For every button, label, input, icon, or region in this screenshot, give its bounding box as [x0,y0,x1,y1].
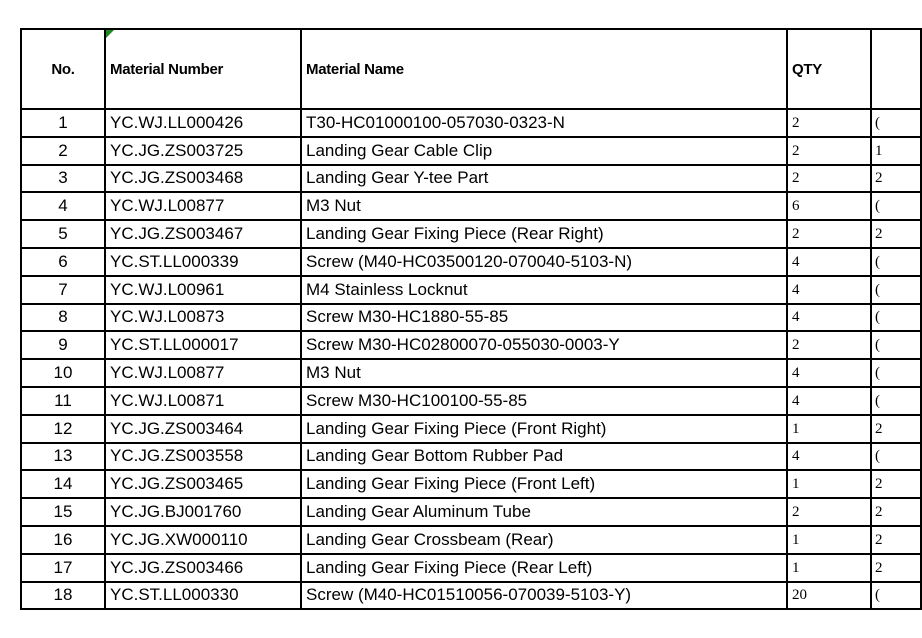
table-row [21,276,921,304]
cell-material-number[interactable]: YC.ST.LL000339 [105,248,301,276]
cell-material-name[interactable]: Landing Gear Y-tee Part [301,165,787,193]
cell-next-column[interactable]: ( [871,192,921,220]
cell-no[interactable]: 15 [21,498,105,526]
table-row [21,415,921,443]
table-row [21,304,921,332]
cell-no[interactable]: 16 [21,526,105,554]
cell-material-name[interactable]: T30-HC01000100-057030-0323-N [301,109,787,137]
cell-material-number[interactable]: YC.JG.BJ001760 [105,498,301,526]
cell-no[interactable]: 2 [21,137,105,165]
cell-qty[interactable]: 2 [787,498,871,526]
cell-qty[interactable]: 20 [787,582,871,610]
cell-next-column[interactable]: 2 [871,470,921,498]
cell-qty[interactable]: 2 [787,220,871,248]
cell-no[interactable]: 10 [21,359,105,387]
cell-next-column[interactable]: ( [871,304,921,332]
table-row [21,554,921,582]
header-next-column[interactable] [871,29,921,109]
cell-qty[interactable]: 4 [787,276,871,304]
cell-material-name[interactable]: Landing Gear Fixing Piece (Front Right) [301,415,787,443]
cell-material-name[interactable]: Landing Gear Fixing Piece (Front Left) [301,470,787,498]
table-row [21,220,921,248]
table-row [21,248,921,276]
cell-material-name[interactable]: M3 Nut [301,359,787,387]
cell-material-number[interactable]: YC.JG.ZS003558 [105,443,301,471]
cell-material-number[interactable]: YC.JG.ZS003725 [105,137,301,165]
bill-of-materials-table [20,28,922,610]
cell-next-column[interactable]: ( [871,276,921,304]
cell-material-number[interactable]: YC.WJ.L00877 [105,359,301,387]
table-row [21,109,921,137]
cell-next-column[interactable]: ( [871,331,921,359]
cell-next-column[interactable]: 1 [871,137,921,165]
cell-next-column[interactable]: 2 [871,498,921,526]
cell-material-name[interactable]: Landing Gear Aluminum Tube [301,498,787,526]
cell-no[interactable]: 12 [21,415,105,443]
cell-material-name[interactable]: Screw (M40-HC01510056-070039-5103-Y) [301,582,787,610]
cell-material-name[interactable]: Screw (M40-HC03500120-070040-5103-N) [301,248,787,276]
cell-next-column[interactable]: ( [871,109,921,137]
cell-no[interactable]: 17 [21,554,105,582]
cell-material-name[interactable]: Screw M30-HC100100-55-85 [301,387,787,415]
header-qty[interactable]: QTY [787,29,871,109]
table-row [21,387,921,415]
cell-no[interactable]: 14 [21,470,105,498]
comment-indicator-icon[interactable] [106,30,114,38]
cell-no[interactable]: 18 [21,582,105,610]
cell-material-number[interactable]: YC.JG.ZS003465 [105,470,301,498]
table-row [21,526,921,554]
cell-material-name[interactable]: M4 Stainless Locknut [301,276,787,304]
table-row [21,165,921,193]
cell-qty[interactable]: 2 [787,109,871,137]
cell-next-column[interactable]: 2 [871,165,921,193]
cell-no[interactable]: 7 [21,276,105,304]
cell-material-number[interactable]: YC.JG.ZS003468 [105,165,301,193]
cell-material-name[interactable]: Landing Gear Crossbeam (Rear) [301,526,787,554]
cell-material-number[interactable]: YC.WJ.LL000426 [105,109,301,137]
cell-next-column[interactable]: 2 [871,220,921,248]
table-row [21,443,921,471]
cell-next-column[interactable]: ( [871,359,921,387]
cell-no[interactable]: 4 [21,192,105,220]
cell-qty[interactable]: 2 [787,137,871,165]
cell-material-number[interactable]: YC.JG.ZS003464 [105,415,301,443]
cell-qty[interactable]: 4 [787,304,871,332]
cell-qty[interactable]: 6 [787,192,871,220]
cell-next-column[interactable]: ( [871,248,921,276]
cell-material-name[interactable]: Landing Gear Fixing Piece (Rear Left) [301,554,787,582]
cell-next-column[interactable]: ( [871,443,921,471]
table-row [21,359,921,387]
cell-material-number[interactable]: YC.ST.LL000330 [105,582,301,610]
cell-next-column[interactable]: 2 [871,526,921,554]
cell-no[interactable]: 5 [21,220,105,248]
table-row [21,192,921,220]
cell-material-number[interactable]: YC.ST.LL000017 [105,331,301,359]
header-material-name[interactable]: Material Name [301,29,787,109]
cell-qty[interactable]: 4 [787,443,871,471]
cell-next-column[interactable]: 2 [871,415,921,443]
cell-material-name[interactable]: M3 Nut [301,192,787,220]
cell-material-name[interactable]: Landing Gear Bottom Rubber Pad [301,443,787,471]
cell-material-name[interactable]: Screw M30-HC1880-55-85 [301,304,787,332]
cell-qty[interactable]: 1 [787,415,871,443]
cell-material-number[interactable]: YC.JG.XW000110 [105,526,301,554]
table-row [21,582,921,610]
cell-material-number[interactable]: YC.WJ.L00871 [105,387,301,415]
header-material-number[interactable] [105,29,301,109]
cell-material-number[interactable]: YC.WJ.L00961 [105,276,301,304]
cell-no[interactable]: 13 [21,443,105,471]
cell-material-number[interactable]: YC.WJ.L00873 [105,304,301,332]
cell-no[interactable]: 3 [21,165,105,193]
table-body [21,109,921,609]
cell-material-name[interactable]: Landing Gear Fixing Piece (Rear Right) [301,220,787,248]
cell-material-number[interactable]: YC.WJ.L00877 [105,192,301,220]
cell-no[interactable]: 8 [21,304,105,332]
cell-material-number[interactable]: YC.JG.ZS003467 [105,220,301,248]
cell-qty[interactable]: 1 [787,470,871,498]
cell-material-number[interactable]: YC.JG.ZS003466 [105,554,301,582]
cell-next-column[interactable]: ( [871,582,921,610]
header-no[interactable]: No. [21,29,105,109]
cell-qty[interactable]: 2 [787,165,871,193]
cell-qty[interactable]: 4 [787,387,871,415]
table-row [21,470,921,498]
cell-no[interactable]: 1 [21,109,105,137]
cell-qty[interactable]: 1 [787,526,871,554]
cell-material-name[interactable]: Landing Gear Cable Clip [301,137,787,165]
cell-material-name[interactable]: Screw M30-HC02800070-055030-0003-Y [301,331,787,359]
cell-qty[interactable]: 1 [787,554,871,582]
cell-qty[interactable]: 4 [787,248,871,276]
table-row [21,498,921,526]
header-material-number-label: Material Number [110,60,224,78]
cell-qty[interactable]: 2 [787,331,871,359]
cell-no[interactable]: 6 [21,248,105,276]
header-row [21,29,921,109]
table-row [21,331,921,359]
cell-no[interactable]: 11 [21,387,105,415]
table-row [21,137,921,165]
cell-no[interactable]: 9 [21,331,105,359]
cell-next-column[interactable]: 2 [871,554,921,582]
cell-qty[interactable]: 4 [787,359,871,387]
cell-next-column[interactable]: ( [871,387,921,415]
